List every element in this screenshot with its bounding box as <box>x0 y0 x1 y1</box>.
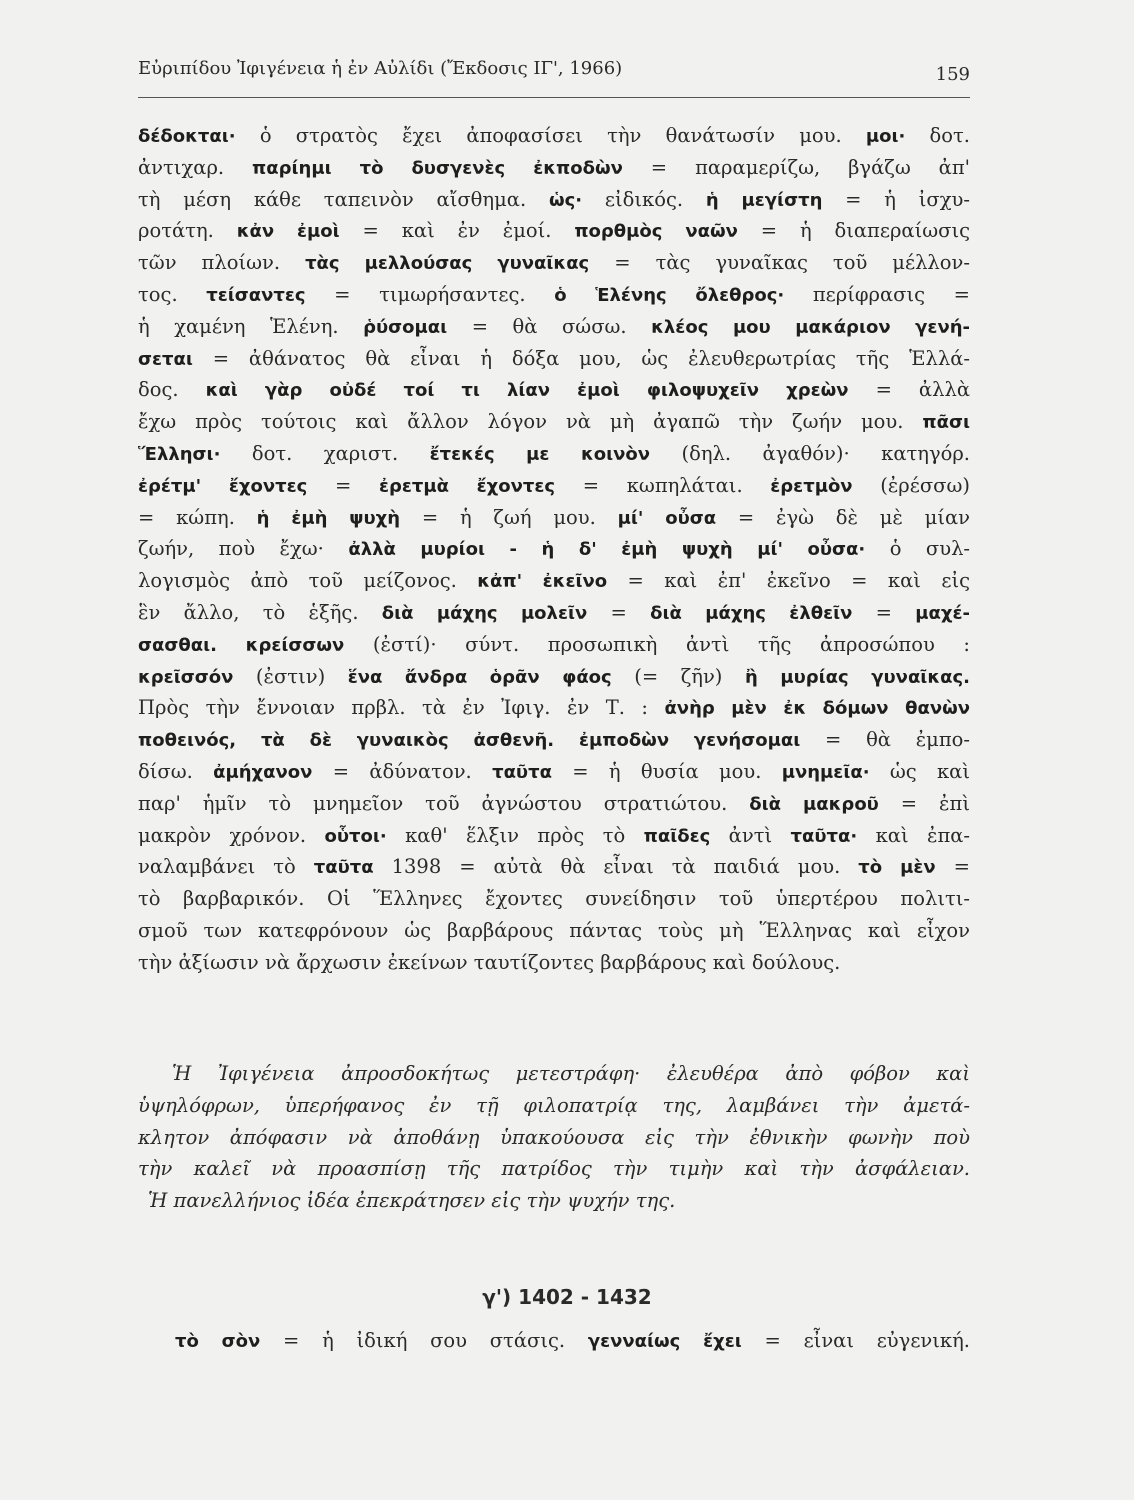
gloss-text: δος. <box>138 378 206 402</box>
lemma-term: ἀμήχανον <box>213 761 313 783</box>
gloss-text: μακρὸν χρόνον. <box>138 823 325 847</box>
gloss-text: καθ' ἕλξιν πρὸς τὸ <box>386 823 644 847</box>
gloss-text: ροτάτη. <box>138 219 237 243</box>
gloss-text: = ἡ ἰσχυ- <box>822 187 970 211</box>
gloss-text: δοτ. <box>905 124 970 147</box>
lemma-term: πορθμὸς ναῶν <box>574 221 738 243</box>
gloss-text: = κωπηλάται. <box>555 473 771 497</box>
page-number: 159 <box>935 64 970 85</box>
commentary-line <box>138 438 970 470</box>
lemma-term: ἔτεκές με κοινὸν <box>429 443 651 465</box>
lemma-term: κλέος μου μακάριον γενή- <box>651 316 970 338</box>
gloss-text: ἔχω πρὸς τούτοις καὶ ἄλλον λόγον νὰ μὴ ἀγαπῶ τὴν ζωήν μου. <box>138 410 923 434</box>
summary-paragraph <box>138 1058 970 1217</box>
gloss-text: ὁ συλ- <box>865 537 971 561</box>
gloss-text: λογισμὸς ἀπὸ τοῦ μείζονος. <box>138 569 478 593</box>
lemma-term: ἕνα ἄνδρα ὁρᾶν φάος <box>347 666 612 688</box>
summary-line: Ἡ Ἰφιγένεια ἀπροσδοκήτως μετεστράφη· ἐλευθέρα ἀπὸ φόβον καὶ <box>172 1062 970 1085</box>
gloss-text: = <box>587 600 651 624</box>
summary-line: Ἡ πανελλήνιος ἰδέα ἐπεκράτησεν εἰς τὴν ψυχήν της. <box>148 1189 676 1213</box>
lemma-term: ὁ Ἑλένης ὄλεθρος· <box>554 284 785 306</box>
gloss-text: ναλαμβάνει τὸ <box>138 855 314 879</box>
commentary-line <box>138 184 970 216</box>
gloss-text: 1398 = αὐτὰ θὰ εἶναι τὰ παιδιά μου. <box>373 855 859 879</box>
commentary-line <box>138 915 970 947</box>
lemma-term: ἡ μεγίστη <box>705 189 823 211</box>
gloss-text: = ἀδύνατον. <box>312 759 493 783</box>
commentary-line <box>138 661 970 693</box>
gloss-text: = τὰς γυναῖκας τοῦ μέλλον- <box>589 251 970 275</box>
lemma-term: ῥύσομαι <box>363 316 448 338</box>
lemma-term: ἐρέτμ' ἔχοντες <box>138 475 308 497</box>
commentary-line <box>138 883 970 915</box>
gloss-text: περίφρασις = <box>784 282 970 306</box>
lemma-term: οὗτοι· <box>324 825 387 847</box>
lemma-term: διὰ μακροῦ <box>749 793 879 815</box>
section-heading: γ') 1402 - 1432 <box>482 1285 652 1309</box>
lemma-term: διὰ μάχης μολεῖν <box>381 602 588 624</box>
gloss-text: τος. <box>138 282 207 306</box>
lemma-term: ἀλλὰ μυρίοι - ἡ δ' ἐμὴ ψυχὴ μί' οὖσα· <box>348 539 866 561</box>
commentary-line <box>138 597 970 629</box>
commentary-line <box>138 533 970 565</box>
commentary-line <box>138 279 970 311</box>
commentary-line <box>138 692 970 724</box>
commentary-line <box>138 851 970 883</box>
commentary-line <box>138 215 970 247</box>
lemma-term: σεται <box>138 348 193 370</box>
lemma-term: ἢ μυρίας γυναῖκας. <box>744 666 970 688</box>
commentary-line <box>138 343 970 375</box>
lemma-term: μνημεῖα· <box>781 761 870 783</box>
gloss-text: εἰδικός. <box>582 187 706 211</box>
lemma-term: παῖδες <box>643 825 711 847</box>
commentary-line <box>138 565 970 597</box>
lemma-term: τείσαντες <box>206 284 306 306</box>
summary-line: κλητον ἀπόφασιν νὰ ἀποθάνῃ ὑπακούουσα εἰς τὴν ἐθνικὴν φωνὴν ποὺ <box>138 1125 970 1149</box>
gloss-text: (ἐρέσσω) <box>852 473 970 497</box>
gloss-text: = ἀθάνατος θὰ εἶναι ἡ δόξα μου, ὡς ἐλευθερωτρίας τῆς Ἑλλά- <box>192 346 970 370</box>
gloss-text: τῶν πλοίων. <box>138 251 306 275</box>
commentary-line <box>138 947 970 979</box>
gloss-text: ἡ χαμένη Ἑλένη. <box>138 314 364 338</box>
running-head <box>138 58 978 92</box>
gloss-text: = ἀλλὰ <box>848 378 970 402</box>
lemma-term: ποθεινός, τὰ δὲ γυναικὸς ἀσθενῆ. ἐμποδὼν γενήσομαι <box>138 730 801 752</box>
gloss-text: σμοῦ των κατεφρόνουν ὡς βαρβάρους πάντας τοὺς μὴ Ἕλληνας καὶ εἶχον <box>138 918 970 942</box>
lemma-term: ἀνὴρ μὲν ἐκ δόμων θανὼν <box>664 698 970 720</box>
lemma-term: ταῦτα <box>313 857 374 879</box>
gloss-text: = <box>935 855 970 879</box>
commentary-block <box>138 120 970 979</box>
gloss-text: τὴ μέση κάθε ταπεινὸν αἴσθημα. <box>138 187 549 211</box>
commentary-line <box>138 311 970 343</box>
commentary-line <box>138 502 970 534</box>
gloss-text: = καὶ ἐπ' ἐκεῖνο = καὶ εἰς <box>607 569 971 593</box>
final-term-1: τὸ σὸν <box>175 1331 261 1352</box>
gloss-text: = ἡ ζωή μου. <box>400 505 618 529</box>
gloss-text: ὡς καὶ <box>869 759 970 783</box>
commentary-line <box>138 374 970 406</box>
commentary-line <box>138 470 970 502</box>
lemma-term: κἀν ἐμοὶ <box>236 221 340 243</box>
lemma-term: μί' οὖσα <box>617 507 717 529</box>
gloss-text: = ἡ διαπεραίωσις <box>737 219 971 243</box>
lemma-term: παρίημι τὸ δυσγενὲς ἐκποδὼν <box>252 157 623 179</box>
gloss-text: ὁ στρατὸς ἔχει ἀποφασίσει τὴν θανάτωσίν μου. <box>235 124 866 147</box>
gloss-text: (ἐστιν) <box>233 664 348 688</box>
gloss-text: = <box>307 473 379 497</box>
commentary-line <box>138 629 970 661</box>
running-title: Εὐριπίδου Ἰφιγένεια ἡ ἐν Αὐλίδι (Ἔκδοσις ΙΓ', 1966) <box>138 58 623 79</box>
gloss-text: = ἡ θυσία μου. <box>551 759 782 783</box>
gloss-text: = παραμερίζω, βγάζω ἀπ' <box>622 155 970 179</box>
gloss-text: (δηλ. ἀγαθόν)· κατηγόρ. <box>650 441 971 465</box>
final-gloss-2: = εἶναι εὐγενική. <box>741 1329 970 1352</box>
lemma-term: δέδοκται· <box>138 126 236 147</box>
commentary-line <box>138 788 970 820</box>
lemma-term: ταῦτα· <box>790 825 858 847</box>
lemma-term: διὰ μάχης ἐλθεῖν <box>650 602 853 624</box>
final-term-2: γενναίως ἔχει <box>587 1331 742 1352</box>
gloss-text: καὶ ἐπα- <box>857 823 971 847</box>
gloss-text: ἀντὶ <box>710 823 791 847</box>
commentary-line <box>138 247 970 279</box>
gloss-text: = ἐπὶ <box>878 791 970 815</box>
final-line <box>175 1325 970 1357</box>
gloss-text: ἀντιχαρ. <box>138 155 253 179</box>
commentary-line <box>138 724 970 756</box>
lemma-term: τὸ μὲν <box>858 857 936 879</box>
lemma-term: ἐρετμὸν <box>770 475 853 497</box>
gloss-text: = τιμωρήσαντες. <box>305 282 555 306</box>
lemma-term: τὰς μελλούσας γυναῖκας <box>305 253 590 275</box>
gloss-text: = θὰ ἐμπο- <box>800 728 970 752</box>
gloss-text: ζωήν, ποὺ ἔχω· <box>138 537 349 561</box>
gloss-text: (ἐστί)· σύντ. προσωπικὴ ἀντὶ τῆς ἀπροσώπου : <box>344 632 970 656</box>
gloss-text: = θὰ σώσω. <box>447 314 652 338</box>
lemma-term: ἐρετμὰ ἔχοντες <box>378 475 556 497</box>
gloss-text: = καὶ ἐν ἐμοί. <box>339 219 575 243</box>
gloss-text: τὸ βαρβαρικόν. Οἱ Ἕλληνες ἔχοντες συνείδησιν τοῦ ὑπερτέρου πολιτι- <box>138 887 970 911</box>
commentary-line <box>138 756 970 788</box>
gloss-text: = ἐγὼ δὲ μὲ μίαν <box>716 505 970 529</box>
commentary-line <box>138 152 970 184</box>
gloss-text: δίσω. <box>138 759 214 783</box>
summary-line: τὴν καλεῖ νὰ προασπίσῃ τῆς πατρίδος τὴν τιμὴν καὶ τὴν ἀσφάλειαν. <box>138 1157 970 1181</box>
commentary-line <box>138 820 970 852</box>
lemma-term: κρεῖσσόν <box>138 666 234 688</box>
lemma-term: μαχέ- <box>915 602 970 624</box>
lemma-term: ἡ ἐμὴ ψυχὴ <box>256 507 401 529</box>
gloss-text: = <box>852 600 916 624</box>
gloss-text: = κώπη. <box>138 505 257 529</box>
commentary-line <box>138 120 970 152</box>
lemma-term: μοι· <box>865 126 906 147</box>
lemma-term: κἀπ' ἐκεῖνο <box>477 571 608 593</box>
final-gloss-1: = ἡ ἰδική σου στάσις. <box>260 1329 588 1352</box>
summary-line: ὑψηλόφρων, ὑπερήφανος ἐν τῇ φιλοπατρίᾳ της, λαμβάνει τὴν ἀμετά- <box>138 1093 970 1117</box>
header-rule <box>138 97 970 98</box>
gloss-text: ἓν ἄλλο, τὸ ἑξῆς. <box>138 600 382 624</box>
gloss-text: τὴν ἀξίωσιν νὰ ἄρχωσιν ἐκείνων ταυτίζοντες βαρβάρους καὶ δούλους. <box>138 950 841 974</box>
gloss-text: Πρὸς τὴν ἔννοιαν πρβλ. τὰ ἐν Ἰφιγ. ἐν Τ. : <box>138 696 665 720</box>
gloss-text: παρ' ἡμῖν τὸ μνημεῖον τοῦ ἀγνώστου στρατιώτου. <box>138 791 750 815</box>
lemma-term: πᾶσι <box>922 412 970 434</box>
gloss-text: (= ζῆν) <box>611 664 745 688</box>
lemma-term: ταῦτα <box>492 761 552 783</box>
commentary-line <box>138 406 970 438</box>
lemma-term: καὶ γὰρ οὐδέ τοί τι λίαν ἐμοὶ φιλοψυχεῖν χρεὼν <box>205 380 849 402</box>
lemma-term: σασθαι. κρείσσων <box>138 634 345 656</box>
lemma-term: Ἕλλησι· <box>138 443 221 465</box>
gloss-text: δοτ. χαριστ. <box>220 441 430 465</box>
lemma-term: ὡς· <box>548 189 583 211</box>
